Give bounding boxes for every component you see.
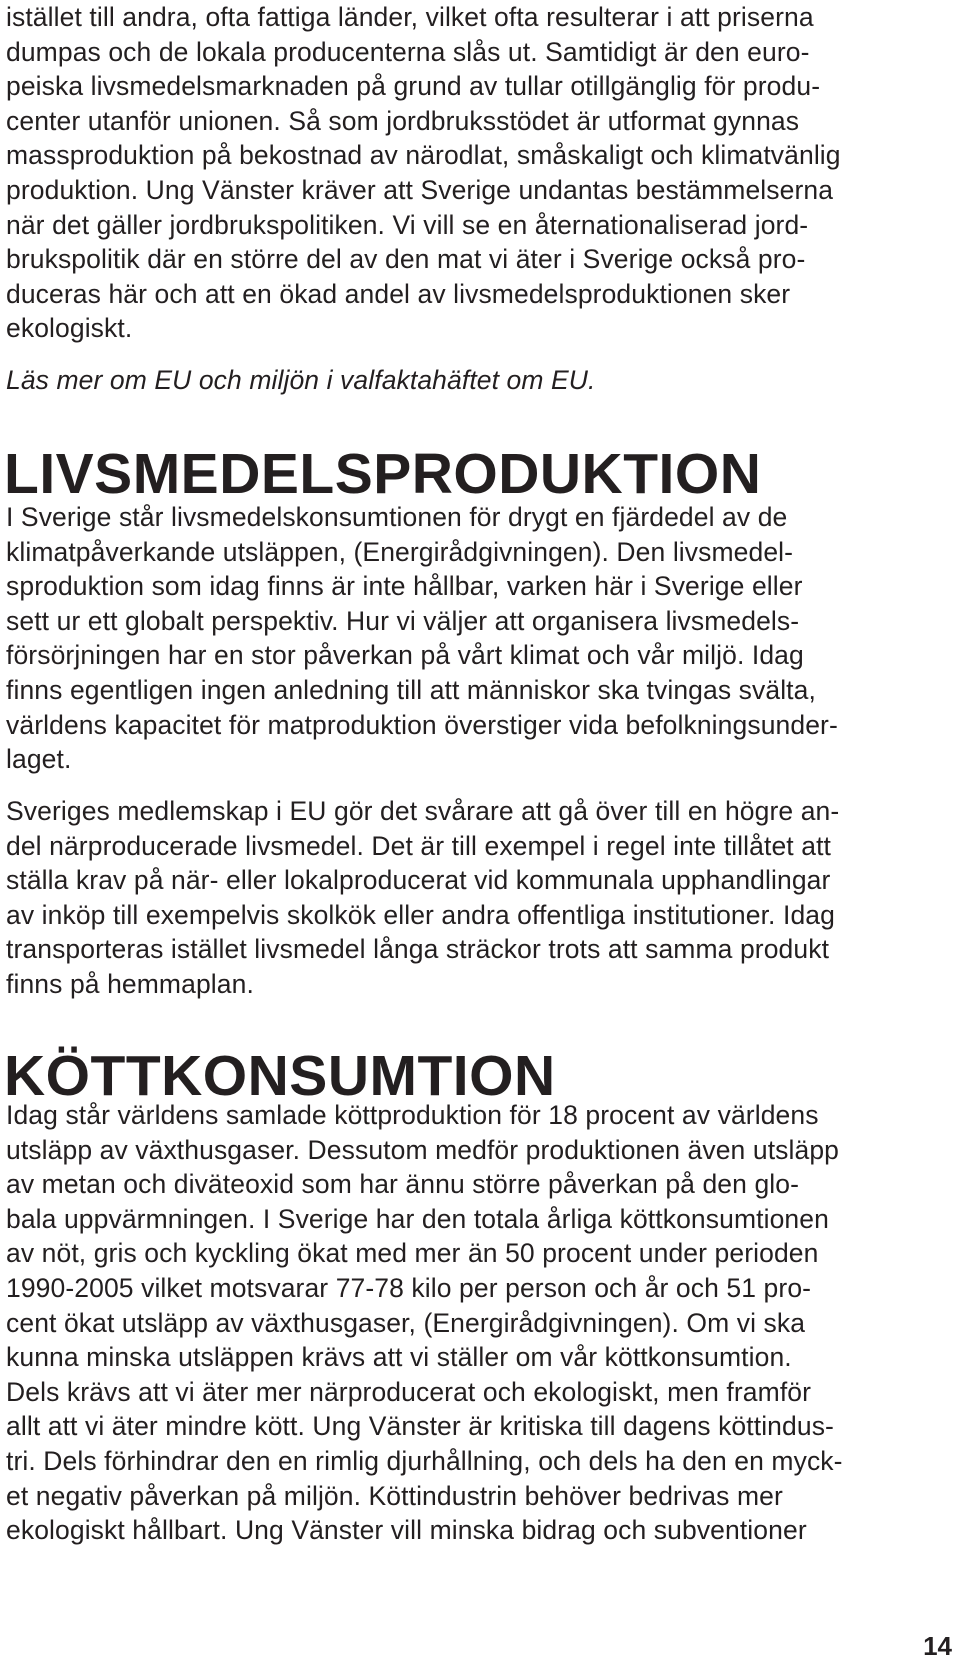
intro-paragraph — [6, 0, 841, 346]
text-line: ekologiskt. — [6, 313, 133, 344]
text-line: finns på hemmaplan. — [6, 968, 254, 999]
section-heading-livsmedelsproduktion: LIVSMEDELSPRODUKTION — [4, 442, 762, 506]
text-line: ställa krav på när- eller lokalproducerat vid kommunala upphandlingar — [6, 865, 831, 896]
text-line: center utanför unionen. Så som jordbruksstödet är utformat gynnas — [6, 105, 800, 136]
text-line: transporteras istället livsmedel långa sträckor trots att samma produkt — [6, 934, 830, 965]
text-line: I Sverige står livsmedelskonsumtionen för drygt en fjärdedel av de — [6, 502, 788, 532]
text-line: bala uppvärmningen. I Sverige har den totala årliga köttkonsumtionen — [6, 1203, 829, 1234]
text-line: Idag står världens samlade köttproduktion för 18 procent av världens — [6, 1100, 819, 1130]
text-line: laget. — [6, 744, 72, 775]
text-line: kunna minska utsläppen krävs att vi ställer om vår köttkonsumtion. — [6, 1342, 792, 1373]
text-line: tri. Dels förhindrar den en rimlig djurhållning, och dels ha den en myck- — [6, 1445, 843, 1476]
text-line: cent ökat utsläpp av växthusgaser, (Energirådgivningen). Om vi ska — [6, 1307, 806, 1338]
text-line: Sveriges medlemskap i EU gör det svårare att gå över till en högre an- — [6, 796, 840, 826]
livsmedelsproduktion-paragraph-1 — [6, 500, 838, 777]
text-line: produktion. Ung Vänster kräver att Sverige undantas bestämmelserna — [6, 174, 834, 205]
text-line: peiska livsmedelsmarknaden på grund av tullar otillgänglig för produ- — [6, 71, 821, 102]
reference-note: Läs mer om EU och miljön i valfaktahäftet om EU. — [6, 365, 596, 395]
text-line: 1990-2005 vilket motsvarar 77-78 kilo per person och år och 51 pro- — [6, 1272, 812, 1303]
text-line: av nöt, gris och kyckling ökat med mer än 50 procent under perioden — [6, 1238, 819, 1269]
text-line: sproduktion som idag finns är inte hållbar, varken här i Sverige eller — [6, 571, 803, 602]
text-line: istället till andra, ofta fattiga länder, vilket ofta resulterar i att priserna — [6, 2, 814, 32]
text-line: ekologiskt hållbart. Ung Vänster vill minska bidrag och subventioner — [6, 1515, 807, 1546]
text-line: sett ur ett globalt perspektiv. Hur vi väljer att organisera livsmedels- — [6, 605, 800, 636]
text-line: av inköp till exempelvis skolkök eller andra offentliga institutioner. Idag — [6, 899, 835, 930]
section-heading-kottkonsumtion: KÖTTKONSUMTION — [4, 1044, 556, 1108]
text-line: dumpas och de lokala producenterna slås ut. Samtidigt är den euro- — [6, 36, 810, 67]
text-line: brukspolitik där en större del av den mat vi äter i Sverige också pro- — [6, 244, 806, 275]
text-line: allt att vi äter mindre kött. Ung Vänster är kritiska till dagens köttindus- — [6, 1411, 834, 1442]
text-line: av metan och diväteoxid som har ännu större påverkan på den glo- — [6, 1169, 800, 1200]
text-line: klimatpåverkande utsläppen, (Energirådgivningen). Den livsmedel- — [6, 536, 794, 567]
text-line: utsläpp av växthusgaser. Dessutom medför produktionen även utsläpp — [6, 1134, 840, 1165]
text-line: Dels krävs att vi äter mer närproducerat och ekologiskt, men framför — [6, 1376, 812, 1407]
text-line: et negativ påverkan på miljön. Köttindustrin behöver bedrivas mer — [6, 1480, 783, 1511]
page-number: 14 — [923, 1631, 952, 1661]
text-line: finns egentligen ingen anledning till att människor ska tvingas svälta, — [6, 674, 816, 705]
text-line: försörjningen har en stor påverkan på vårt klimat och vår miljö. Idag — [6, 640, 804, 671]
text-line: duceras här och att en ökad andel av livsmedelsproduktionen sker — [6, 278, 791, 309]
text-line: världens kapacitet för matproduktion överstiger vida befolkningsunder- — [6, 709, 838, 740]
text-line: när det gäller jordbrukspolitiken. Vi vill se en åternationaliserad jord- — [6, 209, 809, 240]
text-line: del närproducerade livsmedel. Det är till exempel i regel inte tillåtet att — [6, 830, 831, 861]
kottkonsumtion-paragraph — [6, 1098, 843, 1548]
livsmedelsproduktion-paragraph-2 — [6, 794, 839, 1002]
text-line: massproduktion på bekostnad av närodlat, småskaligt och klimatvänlig — [6, 140, 841, 171]
